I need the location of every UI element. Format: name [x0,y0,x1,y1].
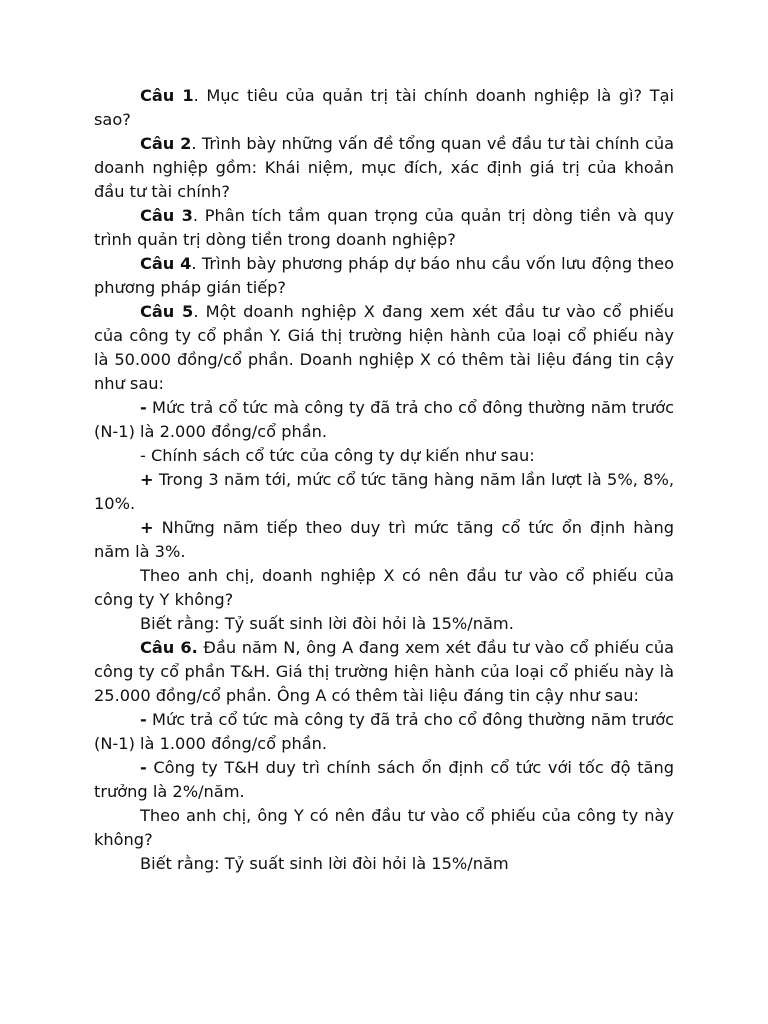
question-6-item-1-text: Mức trả cổ tức mà công ty đã trả cho cổ đông thường năm trước (N-1) là 1.000 đồng/cổ phần. [94,710,674,753]
question-6-question [94,804,674,852]
question-5-label: Câu 5 [140,302,194,321]
question-5-text: . Một doanh nghiệp X đang xem xét đầu tư vào cổ phiếu của công ty cổ phần Y. Giá thị trường hiện hành của loại cổ phiếu này là 50.000 đồng/cổ phần. Doanh nghiệp X có thêm tài liệu đáng tin cậy như sau: [94,302,674,393]
question-5-item-3 [94,468,674,516]
question-4-text: . Trình bày phương pháp dự báo nhu cầu vốn lưu động theo phương pháp gián tiếp? [94,254,674,297]
bullet-dash: - [140,398,147,417]
question-6-text: Đầu năm N, ông A đang xem xét đầu tư vào cổ phiếu của công ty cổ phần T&H. Giá thị trường hiện hành của loại cổ phiếu này là 25.000 đồng/cổ phần. Ông A có thêm tài liệu đáng tin cậy như sau: [94,638,674,705]
question-6-question-text: Theo anh chị, ông Y có nên đầu tư vào cổ phiếu của công ty này không? [94,806,674,849]
bullet-plus: + [140,518,154,537]
question-1-text: . Mục tiêu của quản trị tài chính doanh nghiệp là gì? Tại sao? [94,86,675,129]
question-1 [94,84,674,132]
question-5-question [94,564,674,612]
question-5-item-4 [94,516,674,564]
question-5-item-3-text: Trong 3 năm tới, mức cổ tức tăng hàng năm lần lượt là 5%, 8%, 10%. [94,470,674,513]
bullet-dash: - [140,758,147,777]
question-6-note-text: Biết rằng: Tỷ suất sinh lời đòi hỏi là 15%/năm [140,854,509,873]
question-6-item-1 [94,708,674,756]
question-3-label: Câu 3 [140,206,193,225]
question-4 [94,252,674,300]
question-4-label: Câu 4 [140,254,192,273]
question-5-note-text: Biết rằng: Tỷ suất sinh lời đòi hỏi là 15%/năm. [140,614,514,633]
question-2 [94,132,674,204]
question-6-item-2 [94,756,674,804]
bullet-plus: + [140,470,154,489]
question-5-note [94,612,674,636]
question-1-label: Câu 1 [140,86,194,105]
question-5-item-4-text: Những năm tiếp theo duy trì mức tăng cổ tức ổn định hàng năm là 3%. [94,518,674,561]
question-2-text: . Trình bày những vấn đề tổng quan về đầu tư tài chính của doanh nghiệp gồm: Khái niệm, mục đích, xác định giá trị của khoản đầu tư tài chính? [94,134,674,201]
question-3 [94,204,674,252]
question-5-item-1-text: Mức trả cổ tức mà công ty đã trả cho cổ đông thường năm trước (N-1) là 2.000 đồng/cổ phần. [94,398,674,441]
question-3-text: . Phân tích tầm quan trọng của quản trị dòng tiền và quy trình quản trị dòng tiền trong doanh nghiệp? [94,206,674,249]
question-6-label: Câu 6. [140,638,198,657]
question-5 [94,300,674,396]
question-2-label: Câu 2 [140,134,192,153]
question-5-item-2-text: - Chính sách cổ tức của công ty dự kiến như sau: [140,446,535,465]
bullet-dash: - [140,710,147,729]
question-6 [94,636,674,708]
question-5-item-1 [94,396,674,444]
document-page [94,84,674,876]
question-6-item-2-text: Công ty T&H duy trì chính sách ổn định cổ tức với tốc độ tăng trưởng là 2%/năm. [94,758,674,801]
question-5-question-text: Theo anh chị, doanh nghiệp X có nên đầu tư vào cổ phiếu của công ty Y không? [94,566,674,609]
question-5-item-2 [94,444,674,468]
question-6-note [94,852,674,876]
